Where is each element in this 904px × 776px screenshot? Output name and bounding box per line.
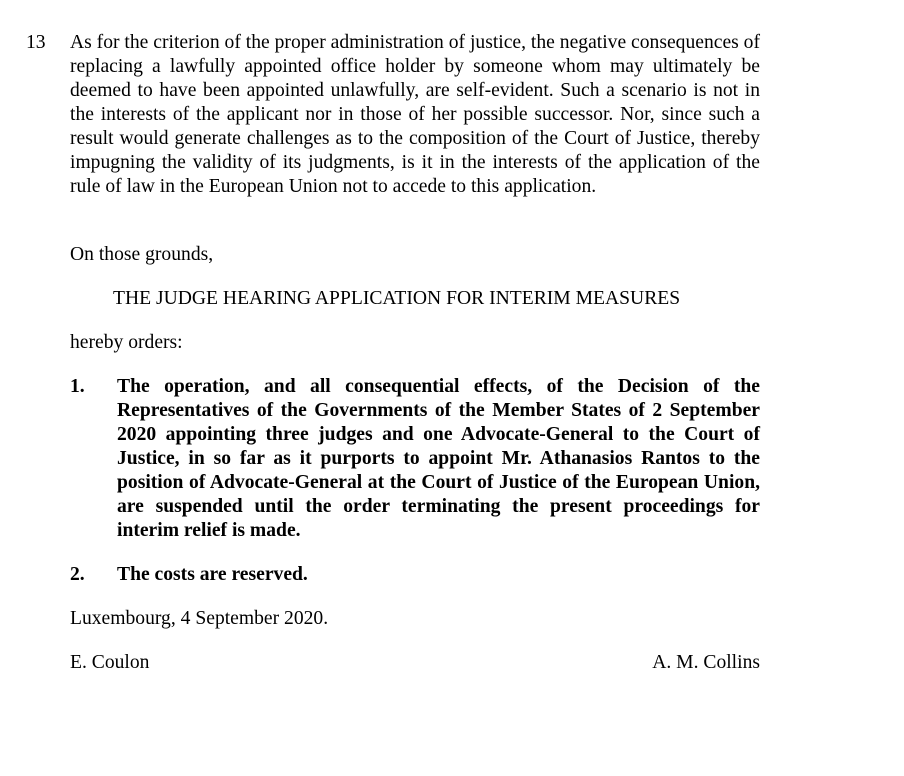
paragraph-number: 13 (26, 32, 46, 53)
place-date: Luxembourg, 4 September 2020. (70, 608, 329, 629)
signature-left: E. Coulon (70, 652, 150, 673)
order-text: The operation, and all consequential effects, of the Decision of the Representatives of the Governments of the Member States of 2 September 2020 appointing three judges and one Advocate-General to the Court of Justice, in so far as it purports to appoint Mr. Athanasios Rantos to the position of Advocate-General at the Court of Justice of the European Union, are suspended until the order terminating the present proceedings for interim relief is made. (117, 376, 760, 541)
ruling-heading: THE JUDGE HEARING APPLICATION FOR INTERIM MEASURES (113, 288, 681, 309)
grounds-text: On those grounds, (70, 244, 214, 265)
signature-right: A. M. Collins (652, 652, 760, 673)
paragraph-text: As for the criterion of the proper administration of justice, the negative consequences of replacing a lawfully appointed office holder by someone whom may ultimately be deemed to have been appointed unlawfully, are self-evident. Such a scenario is not in the interests of the applicant nor in those of her possible successor. Nor, since such a result would generate challenges as to the composition of the Court of Justice, thereby impugning the validity of its judgments, is it in the interests of the application of the rule of law in the European Union not to accede to this application. (70, 32, 760, 197)
order-number: 2. (70, 564, 85, 585)
orders-intro: hereby orders: (70, 332, 183, 353)
order-number: 1. (70, 376, 85, 397)
order-text: The costs are reserved. (117, 564, 308, 585)
